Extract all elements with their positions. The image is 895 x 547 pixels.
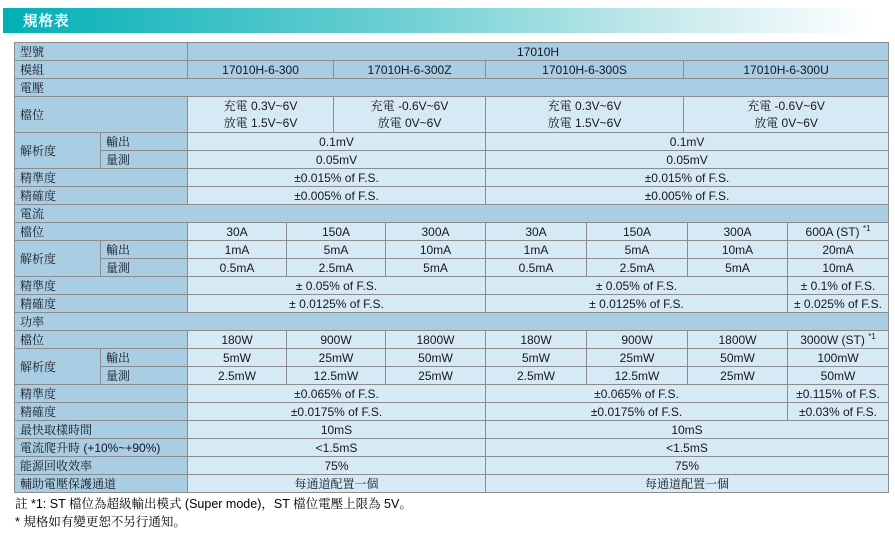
current-measure-value: 5mA [386,259,486,277]
voltage-measure-value: 0.05mV [486,151,889,169]
power-output-value: 50mW [386,349,486,367]
aux-voltage-protect-value: 每通道配置一個 [486,475,889,493]
current-range-value: 30A [486,223,587,241]
precision-label: 精準度 [15,169,188,187]
charge-range: 充電 -0.6V~6V [747,98,825,113]
table-model-voltage [14,42,889,205]
power-range-st-text: 3000W (ST) [800,332,865,347]
row-voltage-accuracy [15,187,889,205]
current-output-value: 1mA [486,241,587,259]
voltage-accuracy-value: ±0.005% of F.S. [188,187,486,205]
row-voltage-output [15,133,889,151]
row-power-output [15,349,889,367]
range-label: 檔位 [15,331,188,349]
row-sampling-time [15,421,889,439]
sampling-time-value: 10mS [486,421,889,439]
section-title-bar [3,8,892,33]
sampling-time-value: 10mS [188,421,486,439]
charge-range: 充電 -0.6V~6V [370,98,449,113]
current-accuracy-value: ± 0.0125% of F.S. [486,295,788,313]
footnote-disclaimer: * 規格如有變更恕不另行通知。 [15,515,186,529]
current-measure-value: 2.5mA [587,259,688,277]
power-precision-value: ±0.065% of F.S. [188,385,486,403]
row-slew-rate [15,439,889,457]
discharge-range: 放電 0V~6V [377,115,442,130]
voltage-output-value: 0.1mV [486,133,889,151]
current-range-value-st [788,223,889,241]
page-title: 規格表 [23,14,70,30]
discharge-range: 放電 0V~6V [754,115,818,130]
power-precision-value: ±0.115% of F.S. [788,385,889,403]
current-accuracy-value: ± 0.0125% of F.S. [188,295,486,313]
power-output-value: 5mW [486,349,587,367]
current-range-value: 300A [386,223,486,241]
module-value: 17010H-6-300 [188,61,334,79]
power-measure-value: 12.5mW [587,367,688,385]
module-value: 17010H-6-300U [684,61,889,79]
table-current [14,204,889,313]
spec-table [14,42,888,493]
current-measure-value: 2.5mA [287,259,386,277]
power-output-value: 25mW [587,349,688,367]
current-measure-value: 0.5mA [486,259,587,277]
measure-label: 量測 [101,259,188,277]
output-label: 輸出 [101,241,188,259]
power-measure-value: 12.5mW [287,367,386,385]
power-measure-value: 50mW [788,367,889,385]
current-output-value: 1mA [188,241,287,259]
output-label: 輸出 [101,349,188,367]
current-output-value: 20mA [788,241,889,259]
power-measure-value: 2.5mW [486,367,587,385]
footnotes [15,497,895,531]
power-section-header: 功率 [15,313,889,331]
power-accuracy-value: ±0.0175% of F.S. [188,403,486,421]
range-label: 檔位 [15,223,188,241]
module-label: 模組 [15,61,188,79]
footnote-marker: *1 [868,331,876,341]
row-voltage-precision [15,169,889,187]
power-accuracy-value: ±0.03% of F.S. [788,403,889,421]
row-voltage-measure [15,151,889,169]
charge-range: 充電 0.3V~6V [223,98,298,113]
recycle-efficiency-value: 75% [188,457,486,475]
current-precision-value: ± 0.05% of F.S. [188,277,486,295]
current-measure-value: 5mA [688,259,788,277]
power-accuracy-value: ±0.0175% of F.S. [486,403,788,421]
power-precision-value: ±0.065% of F.S. [486,385,788,403]
row-power-measure [15,367,889,385]
slew-rate-value: <1.5mS [486,439,889,457]
slew-rate-label: 電流爬升時 (+10%~+90%) [15,439,188,457]
current-precision-value: ± 0.1% of F.S. [788,277,889,295]
power-measure-value: 2.5mW [188,367,287,385]
row-current-output [15,241,889,259]
row-current-accuracy [15,295,889,313]
current-output-value: 10mA [386,241,486,259]
current-output-value: 10mA [688,241,788,259]
row-power-range [15,331,889,349]
row-recycle-efficiency [15,457,889,475]
sampling-time-label: 最快取樣時間 [15,421,188,439]
voltage-output-value: 0.1mV [188,133,486,151]
precision-label: 精準度 [15,277,188,295]
output-label: 輸出 [101,133,188,151]
discharge-range: 放電 1.5V~6V [223,115,298,130]
row-aux-voltage-protect [15,475,889,493]
voltage-range-cell [188,97,334,133]
voltage-range-cell [486,97,684,133]
resolution-label: 解析度 [15,241,101,277]
current-measure-value: 0.5mA [188,259,287,277]
row-current-measure [15,259,889,277]
row-current-range [15,223,889,241]
row-power-accuracy [15,403,889,421]
power-range-value: 180W [486,331,587,349]
power-measure-value: 25mW [688,367,788,385]
table-general [14,420,889,493]
power-measure-value: 25mW [386,367,486,385]
row-current-precision [15,277,889,295]
power-output-value: 25mW [287,349,386,367]
current-range-value: 150A [287,223,386,241]
precision-label: 精準度 [15,385,188,403]
power-range-value: 180W [188,331,287,349]
slew-rate-value: <1.5mS [188,439,486,457]
power-range-value: 1800W [688,331,788,349]
power-range-value-st [788,331,889,349]
row-module [15,61,889,79]
recycle-efficiency-value: 75% [486,457,889,475]
accuracy-label: 精確度 [15,187,188,205]
current-accuracy-value: ± 0.025% of F.S. [788,295,889,313]
measure-label: 量測 [101,151,188,169]
power-output-value: 100mW [788,349,889,367]
aux-voltage-protect-label: 輔助電壓保護通道 [15,475,188,493]
row-section-current [15,205,889,223]
module-value: 17010H-6-300Z [334,61,486,79]
measure-label: 量測 [101,367,188,385]
power-output-value: 5mW [188,349,287,367]
model-value: 17010H [188,43,889,61]
resolution-label: 解析度 [15,133,101,169]
row-section-voltage [15,79,889,97]
recycle-efficiency-label: 能源回收效率 [15,457,188,475]
voltage-precision-value: ±0.015% of F.S. [486,169,889,187]
row-model [15,43,889,61]
current-output-value: 5mA [587,241,688,259]
voltage-range-cell [334,97,486,133]
voltage-accuracy-value: ±0.005% of F.S. [486,187,889,205]
resolution-label: 解析度 [15,349,101,385]
voltage-range-cell [684,97,889,133]
module-value: 17010H-6-300S [486,61,684,79]
charge-range: 充電 0.3V~6V [547,98,622,113]
voltage-precision-value: ±0.015% of F.S. [188,169,486,187]
row-section-power [15,313,889,331]
voltage-section-header: 電壓 [15,79,889,97]
current-precision-value: ± 0.05% of F.S. [486,277,788,295]
power-range-value: 900W [587,331,688,349]
row-voltage-range [15,97,889,133]
power-output-value: 50mW [688,349,788,367]
current-measure-value: 10mA [788,259,889,277]
current-range-st-text: 600A (ST) [805,224,860,239]
footnote-super-mode: 註 *1: ST 檔位為超級輸出模式 (Super mode)，ST 檔位電壓上限為 5V。 [15,497,412,511]
voltage-measure-value: 0.05mV [188,151,486,169]
row-power-precision [15,385,889,403]
range-label: 檔位 [15,97,188,133]
accuracy-label: 精確度 [15,403,188,421]
current-range-value: 150A [587,223,688,241]
current-range-value: 30A [188,223,287,241]
power-range-value: 900W [287,331,386,349]
current-section-header: 電流 [15,205,889,223]
discharge-range: 放電 1.5V~6V [547,115,622,130]
current-output-value: 5mA [287,241,386,259]
table-power [14,312,889,421]
footnote-marker: *1 [862,223,871,233]
power-range-value: 1800W [386,331,486,349]
model-label: 型號 [15,43,188,61]
aux-voltage-protect-value: 每通道配置一個 [188,475,486,493]
current-range-value: 300A [688,223,788,241]
accuracy-label: 精確度 [15,295,188,313]
